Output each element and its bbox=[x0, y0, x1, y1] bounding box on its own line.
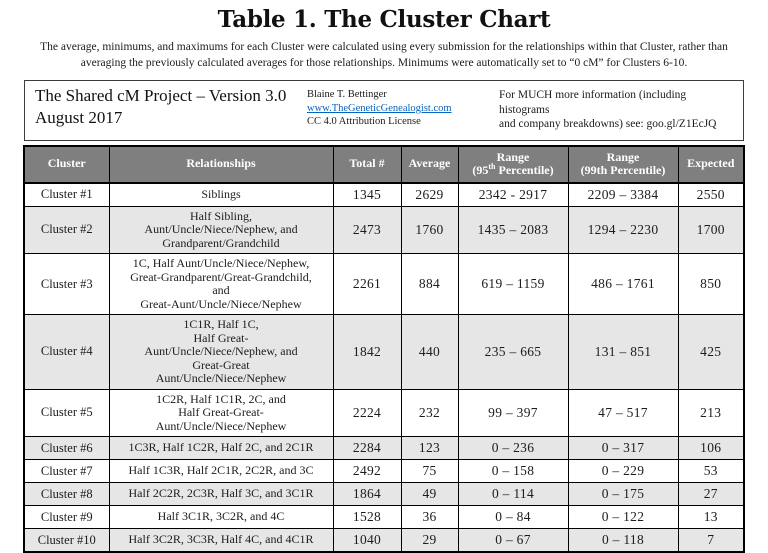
range99-cell: 47 – 517 bbox=[568, 389, 678, 437]
page-title: Table 1. The Cluster Chart bbox=[0, 0, 768, 33]
cluster-cell: Cluster #10 bbox=[24, 529, 109, 553]
average-cell: 884 bbox=[401, 254, 458, 315]
total-cell: 1864 bbox=[333, 483, 401, 506]
relationships-cell: 1C1R, Half 1C, Half Great- Aunt/Uncle/Niece/Nephew, and Great-Great Aunt/Uncle/Niece/Nephew bbox=[109, 315, 333, 390]
table-row bbox=[24, 460, 744, 483]
col-total: Total # bbox=[333, 146, 401, 183]
cluster-table-body bbox=[24, 183, 744, 553]
range99-cell: 0 – 175 bbox=[568, 483, 678, 506]
relationships-cell: Siblings bbox=[109, 183, 333, 207]
range95-cell: 0 – 67 bbox=[458, 529, 568, 553]
project-date: August 2017 bbox=[35, 108, 122, 127]
total-cell: 1528 bbox=[333, 506, 401, 529]
relationships-cell: 1C2R, Half 1C1R, 2C, and Half Great-Great- Aunt/Uncle/Niece/Nephew bbox=[109, 389, 333, 437]
range95-cell: 619 – 1159 bbox=[458, 254, 568, 315]
cluster-cell: Cluster #7 bbox=[24, 460, 109, 483]
range95-cell: 2342 - 2917 bbox=[458, 183, 568, 207]
header-row bbox=[24, 146, 744, 183]
expected-cell: 850 bbox=[678, 254, 744, 315]
relationships-cell: Half 2C2R, 2C3R, Half 3C, and 3C1R bbox=[109, 483, 333, 506]
subtitle-line-2: averaging the previously calculated averages for those relationships. Minimums were automatically set to “0 cM” for Clusters 6-10. bbox=[81, 57, 687, 69]
expected-cell: 13 bbox=[678, 506, 744, 529]
average-cell: 440 bbox=[401, 315, 458, 390]
more-info-line-1: For MUCH more information (including histograms bbox=[499, 89, 686, 116]
table-header bbox=[24, 146, 744, 183]
range95-cell: 0 – 84 bbox=[458, 506, 568, 529]
total-cell: 2492 bbox=[333, 460, 401, 483]
range95-cell: 0 – 114 bbox=[458, 483, 568, 506]
average-cell: 2629 bbox=[401, 183, 458, 207]
expected-cell: 106 bbox=[678, 437, 744, 460]
col-cluster: Cluster bbox=[24, 146, 109, 183]
range95-cell: 1435 – 2083 bbox=[458, 206, 568, 254]
range95-cell: 235 – 665 bbox=[458, 315, 568, 390]
table-row bbox=[24, 506, 744, 529]
total-cell: 1345 bbox=[333, 183, 401, 207]
table-row bbox=[24, 529, 744, 553]
range99-cell: 0 – 118 bbox=[568, 529, 678, 553]
relationships-cell: Half 3C2R, 3C3R, Half 4C, and 4C1R bbox=[109, 529, 333, 553]
total-cell: 2284 bbox=[333, 437, 401, 460]
total-cell: 1040 bbox=[333, 529, 401, 553]
average-cell: 1760 bbox=[401, 206, 458, 254]
expected-cell: 7 bbox=[678, 529, 744, 553]
range95-cell: 0 – 236 bbox=[458, 437, 568, 460]
expected-cell: 27 bbox=[678, 483, 744, 506]
superscript-th: th bbox=[488, 162, 495, 171]
page-subtitle bbox=[0, 39, 768, 71]
range99-cell: 0 – 317 bbox=[568, 437, 678, 460]
cluster-cell: Cluster #1 bbox=[24, 183, 109, 207]
col-expected: Expected bbox=[678, 146, 744, 183]
average-cell: 49 bbox=[401, 483, 458, 506]
expected-cell: 53 bbox=[678, 460, 744, 483]
range99-cell: 486 – 1761 bbox=[568, 254, 678, 315]
expected-cell: 2550 bbox=[678, 183, 744, 207]
author-block bbox=[307, 85, 485, 129]
table-row bbox=[24, 437, 744, 460]
relationships-cell: Half 1C3R, Half 2C1R, 2C2R, and 3C bbox=[109, 460, 333, 483]
project-name: The Shared cM Project – Version 3.0 bbox=[35, 86, 286, 105]
range99-cell: 131 – 851 bbox=[568, 315, 678, 390]
range95-cell: 0 – 158 bbox=[458, 460, 568, 483]
relationships-cell: Half Sibling, Aunt/Uncle/Niece/Nephew, and Grandparent/Grandchild bbox=[109, 206, 333, 254]
range99-cell: 0 – 122 bbox=[568, 506, 678, 529]
average-cell: 123 bbox=[401, 437, 458, 460]
average-cell: 232 bbox=[401, 389, 458, 437]
table-row bbox=[24, 254, 744, 315]
relationships-cell: 1C3R, Half 1C2R, Half 2C, and 2C1R bbox=[109, 437, 333, 460]
cluster-cell: Cluster #6 bbox=[24, 437, 109, 460]
relationships-cell: 1C, Half Aunt/Uncle/Niece/Nephew, Great-Grandparent/Great-Grandchild, and Great-Aunt/Uncle/Niece/Nephew bbox=[109, 254, 333, 315]
expected-cell: 1700 bbox=[678, 206, 744, 254]
info-box bbox=[24, 80, 744, 141]
cluster-cell: Cluster #4 bbox=[24, 315, 109, 390]
table-row bbox=[24, 389, 744, 437]
relationships-cell: Half 3C1R, 3C2R, and 4C bbox=[109, 506, 333, 529]
total-cell: 2261 bbox=[333, 254, 401, 315]
subtitle-line-1: The average, minimums, and maximums for each Cluster were calculated using every submission for the relationships within that Cluster, rather than bbox=[40, 41, 728, 53]
table-row bbox=[24, 183, 744, 207]
project-heading bbox=[35, 85, 307, 129]
range99-cell: 0 – 229 bbox=[568, 460, 678, 483]
total-cell: 1842 bbox=[333, 315, 401, 390]
range99-cell: 1294 – 2230 bbox=[568, 206, 678, 254]
expected-cell: 425 bbox=[678, 315, 744, 390]
cluster-cell: Cluster #9 bbox=[24, 506, 109, 529]
col-relationships: Relationships bbox=[109, 146, 333, 183]
table-row bbox=[24, 206, 744, 254]
cluster-cell: Cluster #5 bbox=[24, 389, 109, 437]
license-text: CC 4.0 Attribution License bbox=[307, 116, 421, 127]
total-cell: 2473 bbox=[333, 206, 401, 254]
cluster-cell: Cluster #2 bbox=[24, 206, 109, 254]
cluster-cell: Cluster #8 bbox=[24, 483, 109, 506]
table-row bbox=[24, 315, 744, 390]
table-row bbox=[24, 483, 744, 506]
range99-cell: 2209 – 3384 bbox=[568, 183, 678, 207]
average-cell: 36 bbox=[401, 506, 458, 529]
range95-cell: 99 – 397 bbox=[458, 389, 568, 437]
author-name: Blaine T. Bettinger bbox=[307, 89, 387, 100]
average-cell: 29 bbox=[401, 529, 458, 553]
expected-cell: 213 bbox=[678, 389, 744, 437]
more-info-line-2: and company breakdowns) see: goo.gl/Z1EcJQ bbox=[499, 118, 716, 130]
total-cell: 2224 bbox=[333, 389, 401, 437]
cluster-cell: Cluster #3 bbox=[24, 254, 109, 315]
col-range-95: Range (95th Percentile) bbox=[458, 146, 568, 183]
cluster-table bbox=[23, 145, 745, 553]
website-link[interactable]: www.TheGeneticGenealogist.com bbox=[307, 103, 452, 114]
average-cell: 75 bbox=[401, 460, 458, 483]
more-info-block bbox=[485, 85, 733, 132]
col-range-99: Range (99th Percentile) bbox=[568, 146, 678, 183]
col-average: Average bbox=[401, 146, 458, 183]
